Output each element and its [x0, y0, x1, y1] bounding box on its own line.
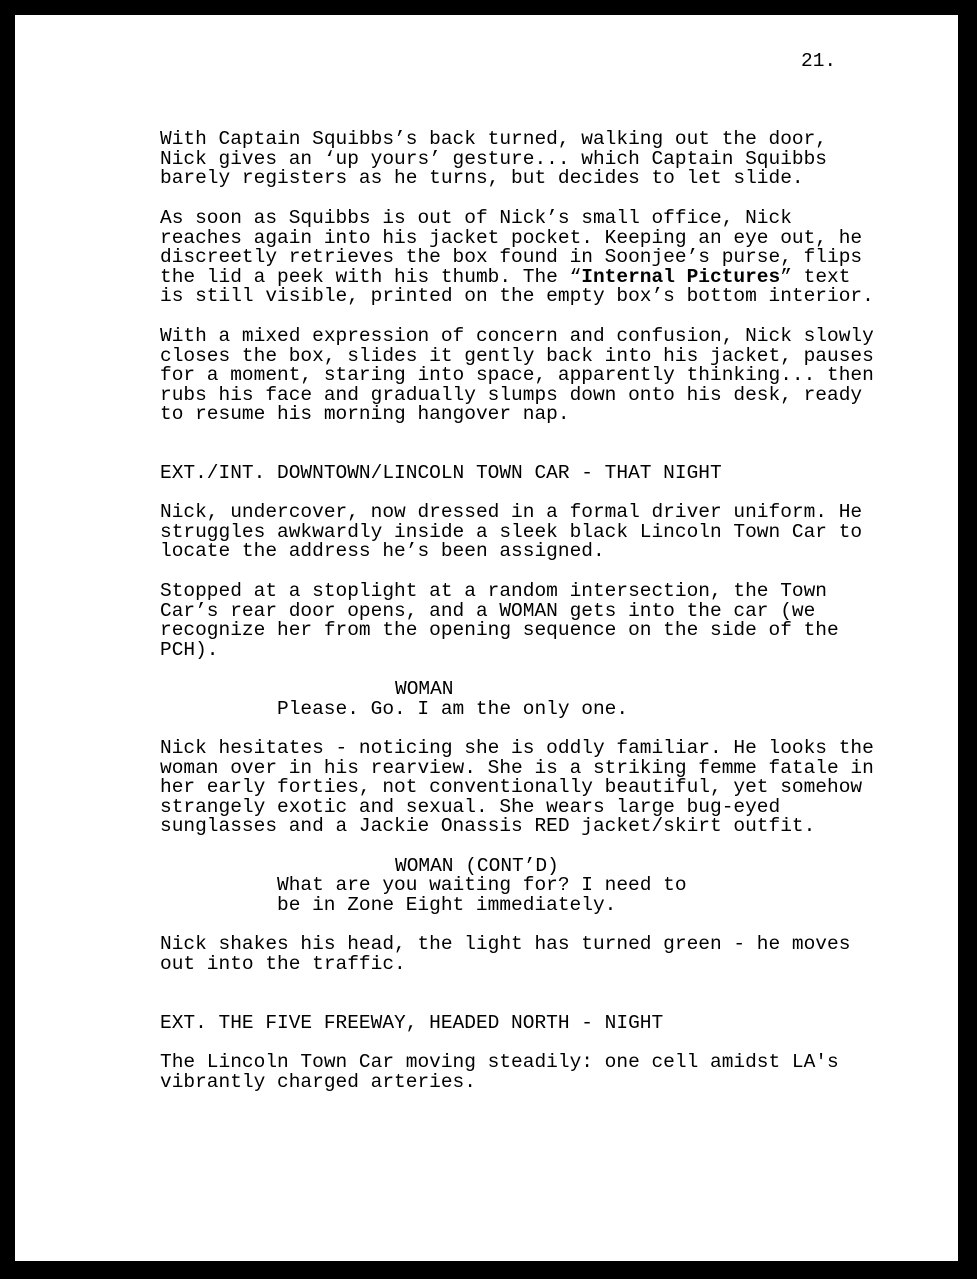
action-paragraph-1: With Captain Squibbs’s back turned, walking out the door, Nick gives an ‘up yours’ gesture... which Captain Squibbs barely registers as he turns, but decides to let slide. [160, 128, 828, 190]
dialogue-1: Please. Go. I am the only one. [277, 698, 629, 720]
script-page [15, 15, 958, 1261]
page-number: 21. [801, 50, 837, 72]
character-name-1: WOMAN [395, 678, 454, 700]
screenplay-text [15, 15, 958, 1261]
action-paragraph-4: Nick, undercover, now dressed in a formal driver uniform. He struggles awkwardly inside a sleek black Lincoln Town Car to locate the address he’s been assigned. [160, 501, 863, 563]
scene-heading-2: EXT. THE FIVE FREEWAY, HEADED NORTH - NIGHT [160, 1012, 664, 1034]
dialogue-2: What are you waiting for? I need to be in Zone Eight immediately. [277, 874, 687, 916]
action-paragraph-3: With a mixed expression of concern and confusion, Nick slowly closes the box, slides it gently back into his jacket, pauses for a moment, staring into space, apparently thinking... then rubs his face and gradually slumps down onto his desk, ready to resume his morning hangover nap. [160, 325, 874, 426]
bold-title-text: Internal Pictures [581, 265, 781, 288]
action-paragraph-5: Stopped at a stoplight at a random intersection, the Town Car’s rear door opens, and a WOMAN gets into the car (we recognize her from the opening sequence on the side of the PCH). [160, 580, 839, 661]
scene-heading-1: EXT./INT. DOWNTOWN/LINCOLN TOWN CAR - THAT NIGHT [160, 462, 722, 484]
action-paragraph-8: The Lincoln Town Car moving steadily: one cell amidst LA's vibrantly charged arteries. [160, 1051, 839, 1093]
action-paragraph-2: As soon as Squibbs is out of Nick’s small office, Nick reaches again into his jacket pocket. Keeping an eye out, he discreetly retrieves the box found in Soonjee’s purse, flips the lid a peek with his thumb. The “Internal Pictures” text is still visible, printed on the empty box’s bottom interior. [160, 207, 874, 308]
action-paragraph-7: Nick shakes his head, the light has turned green - he moves out into the traffic. [160, 933, 851, 975]
character-name-2: WOMAN (CONT’D) [395, 855, 559, 877]
action-paragraph-6: Nick hesitates - noticing she is oddly familiar. He looks the woman over in his rearview. She is a striking femme fatale in her early forties, not conventionally beautiful, yet somehow strangely exotic and sexual. She wears large bug-eyed sunglasses and a Jackie Onassis RED jacket/skirt outfit. [160, 737, 874, 838]
